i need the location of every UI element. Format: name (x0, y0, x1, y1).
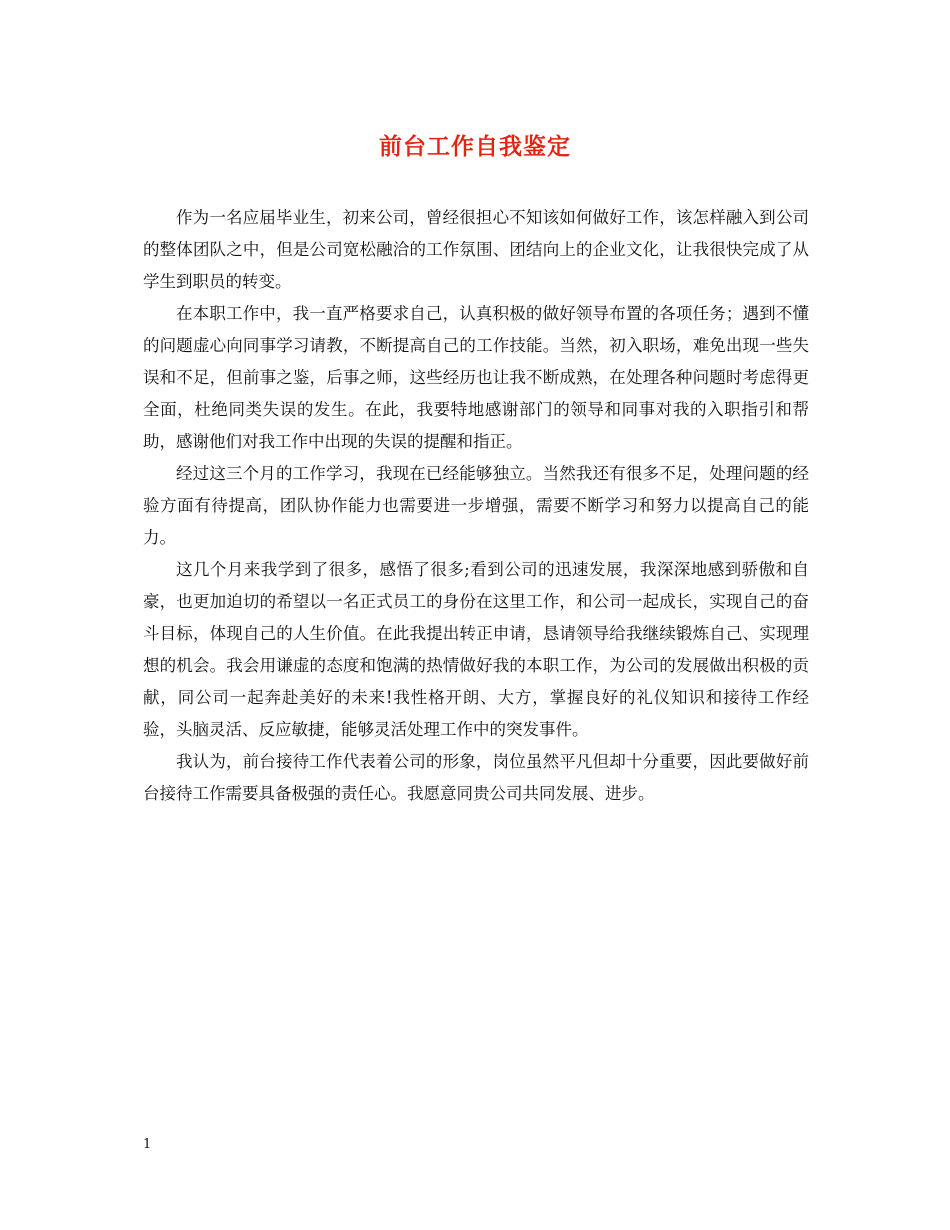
page-number: 1 (143, 1137, 152, 1152)
document-body (143, 202, 809, 810)
paragraph: 这几个月来我学到了很多，感悟了很多;看到公司的迅速发展，我深深地感到骄傲和自豪，也更加迫切的希望以一名正式员工的身份在这里工作，和公司一起成长，实现自己的奋斗目标，体现自己的人生价值。在此我提出转正申请，恳请领导给我继续锻炼自己、实现理想的机会。我会用谦虚的态度和饱满的热情做好我的本职工作，为公司的发展做出积极的贡献，同公司一起奔赴美好的未来!我性格开朗、大方，掌握良好的礼仪知识和接待工作经验，头脑灵活、反应敏捷，能够灵活处理工作中的突发事件。 (143, 560, 809, 739)
paragraph: 在本职工作中，我一直严格要求自己，认真积极的做好领导布置的各项任务；遇到不懂的问题虚心向同事学习请教，不断提高自己的工作技能。当然，初入职场，难免出现一些失误和不足，但前事之鉴，后事之师，这些经历也让我不断成熟，在处理各种问题时考虑得更全面，杜绝同类失误的发生。在此，我要特地感谢部门的领导和同事对我的入职指引和帮助，感谢他们对我工作中出现的失误的提醒和指正。 (143, 304, 809, 451)
paragraph: 经过这三个月的工作学习，我现在已经能够独立。当然我还有很多不足，处理问题的经验方面有待提高，团队协作能力也需要进一步增强，需要不断学习和努力以提高自己的能力。 (143, 464, 809, 547)
paragraph: 作为一名应届毕业生，初来公司，曾经很担心不知该如何做好工作，该怎样融入到公司的整体团队之中，但是公司宽松融洽的工作氛围、团结向上的企业文化，让我很快完成了从学生到职员的转变。 (143, 208, 809, 291)
document-title: 前台工作自我鉴定 (379, 134, 571, 160)
paragraph: 我认为，前台接待工作代表着公司的形象，岗位虽然平凡但却十分重要，因此要做好前台接待工作需要具备极强的责任心。我愿意同贵公司共同发展、进步。 (143, 752, 809, 803)
